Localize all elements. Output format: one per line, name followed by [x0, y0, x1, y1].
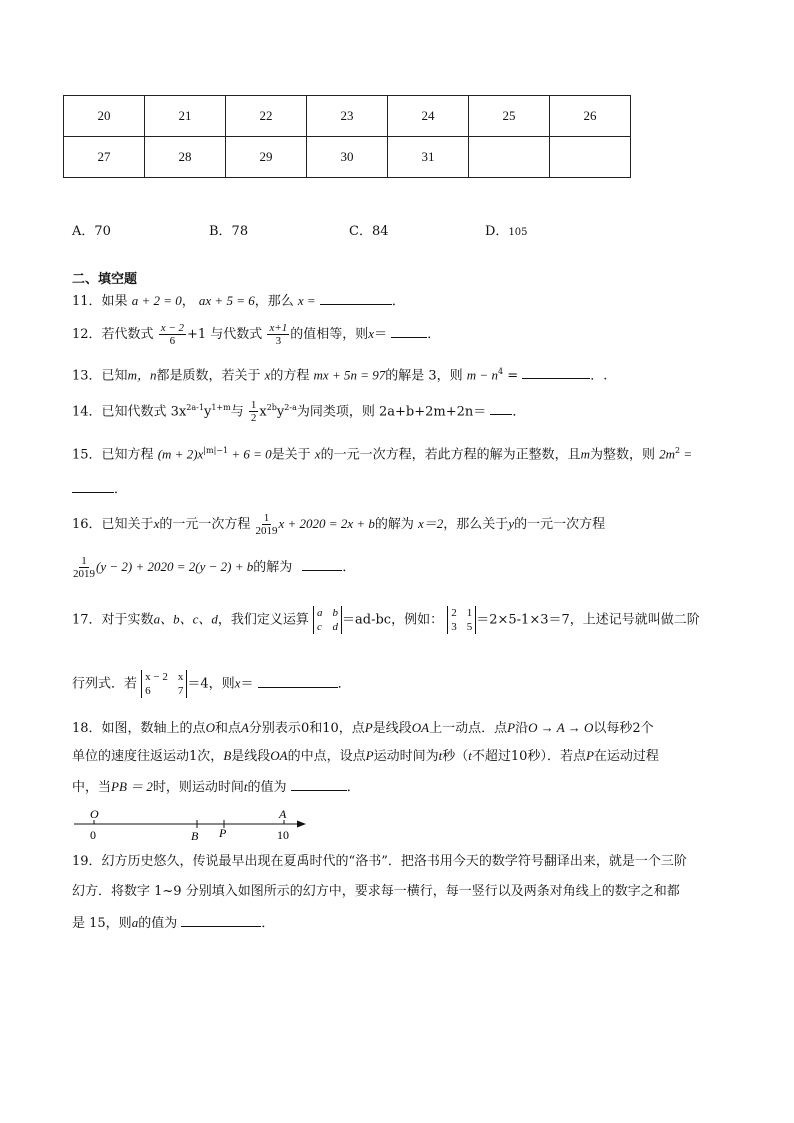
- determinant: 2 1 3 5: [447, 606, 476, 634]
- fraction: $\frac{1}{2019}$: [73, 555, 95, 580]
- label-b: B: [191, 829, 199, 843]
- table-cell: 20: [64, 96, 145, 137]
- question-15-continued: ．: [72, 478, 127, 500]
- fraction: $\frac{1}{2}$: [250, 399, 257, 425]
- table-cell: 30: [307, 137, 388, 178]
- table-cell: 24: [388, 96, 469, 137]
- table-cell: 22: [226, 96, 307, 137]
- answer-blank[interactable]: [181, 912, 261, 927]
- question-11: 11．如果 a + 2 = 0， ax + 5 = 6，那么 x = ．: [72, 290, 405, 312]
- fraction: $\frac{1}{2019}$: [255, 512, 278, 537]
- question-16: 16．已知关于x的一元一次方程 $\frac{1}{2019}$ x + 2020 = 2x + b的解为 x＝2，那么关于y的一元一次方程: [72, 512, 606, 537]
- question-14: 14．已知代数式 $3x^{2a-1}y^{1+m}$与 $\frac{1}{2}$ $x^{2b}y^{2-a}$为同类项，则 2a+b+2m+2n＝ ．: [72, 399, 526, 425]
- question-18: 18．如图，数轴上的点O和点A分别表示0和10，点P是线段OA上一动点．点P沿O → A → O以每秒2个: [72, 720, 654, 736]
- question-19: 19．幻方历史悠久，传说最早出现在夏禹时代的“洛书”．把洛书用今天的数学符号翻译出来，就是一个三阶: [72, 854, 687, 869]
- table-cell: [469, 137, 550, 178]
- question-18-line-2: 单位的速度往返运动1次，B是线段OA的中点，设点P运动时间为t秒（t不超过10秒）．若点P在运动过程: [72, 748, 659, 764]
- answer-blank[interactable]: [302, 556, 342, 571]
- table-cell: 25: [469, 96, 550, 137]
- choice-c: C．84: [349, 224, 389, 239]
- table-cell: 23: [307, 96, 388, 137]
- table-cell: 27: [64, 137, 145, 178]
- question-12: 12．若代数式 $\frac{x - 2}{6}$ +1 与代数式 $\frac{x+1}{3}$ 的值相等，则x＝ ．: [72, 322, 441, 347]
- number-line-diagram: [70, 806, 310, 844]
- question-19-line-2: 幻方．将数字 1~9 分别填入如图所示的幻方中，要求每一横行，每一竖行以及两条对角线上的数字之和都: [72, 884, 680, 899]
- tick-label-10: 10: [277, 828, 289, 842]
- question-17-continued: 行列式．若 x − 2 x 6 7 ＝4，则x＝ ．: [72, 671, 351, 697]
- number-table: [63, 95, 631, 178]
- fraction: $\frac{x+1}{3}$: [269, 322, 288, 347]
- answer-blank[interactable]: [320, 290, 392, 305]
- label-p: P: [219, 826, 227, 840]
- table-row: [64, 137, 631, 178]
- fraction: $\frac{x - 2}{6}$: [160, 322, 185, 347]
- section-title: 二、填空题: [72, 272, 138, 287]
- table-cell: 26: [550, 96, 631, 137]
- table-cell: [550, 137, 631, 178]
- table-cell: 21: [145, 96, 226, 137]
- label-a: A: [279, 807, 287, 821]
- answer-blank[interactable]: [291, 776, 347, 791]
- label-o: O: [90, 807, 99, 821]
- question-18-line-3: 中，当PB ＝ 2时，则运动时间t的值为 ．: [72, 776, 360, 798]
- question-13: 13．已知m，n都是质数，若关于 x的方程 mx + 5n = 97的解是 3，则 $m - n^4$ = ．.: [72, 362, 607, 386]
- axis-arrow: [297, 821, 306, 828]
- answer-blank[interactable]: [490, 400, 512, 415]
- choice-d: D．105: [485, 224, 528, 239]
- answer-blank[interactable]: [72, 478, 114, 493]
- determinant: x − 2 x 6 7: [141, 670, 187, 698]
- table-cell: 31: [388, 137, 469, 178]
- answer-blank[interactable]: [391, 323, 427, 338]
- choice-a: A．70: [72, 224, 111, 239]
- tick-label-0: 0: [90, 828, 96, 842]
- table-cell: 29: [226, 137, 307, 178]
- question-17: 17．对于实数a、b、c、d，我们定义运算 a b c d ＝ad-bc，例如： 2 1 3 5 ＝2×5-1×3＝7，上述记号就叫做二阶: [72, 607, 700, 633]
- question-19-line-3: 是 15，则a的值为 ．: [72, 912, 274, 934]
- answer-blank[interactable]: [522, 364, 590, 379]
- answer-blank[interactable]: [258, 673, 338, 688]
- question-16-continued: $\frac{1}{2019}$ (y − 2) + 2020 = 2(y − 2) + b的解为 ．: [73, 555, 356, 580]
- table-row: [64, 96, 631, 137]
- choice-b: B．78: [209, 224, 249, 239]
- determinant: a b c d: [313, 606, 342, 634]
- question-15: 15．已知方程 $(m + 2)x^{|m|-1} + 6 = 0$是关于 x的一元一次方程，若此方程的解为正整数，且m为整数，则 $2m^2$ =: [72, 446, 693, 463]
- table-cell: 28: [145, 137, 226, 178]
